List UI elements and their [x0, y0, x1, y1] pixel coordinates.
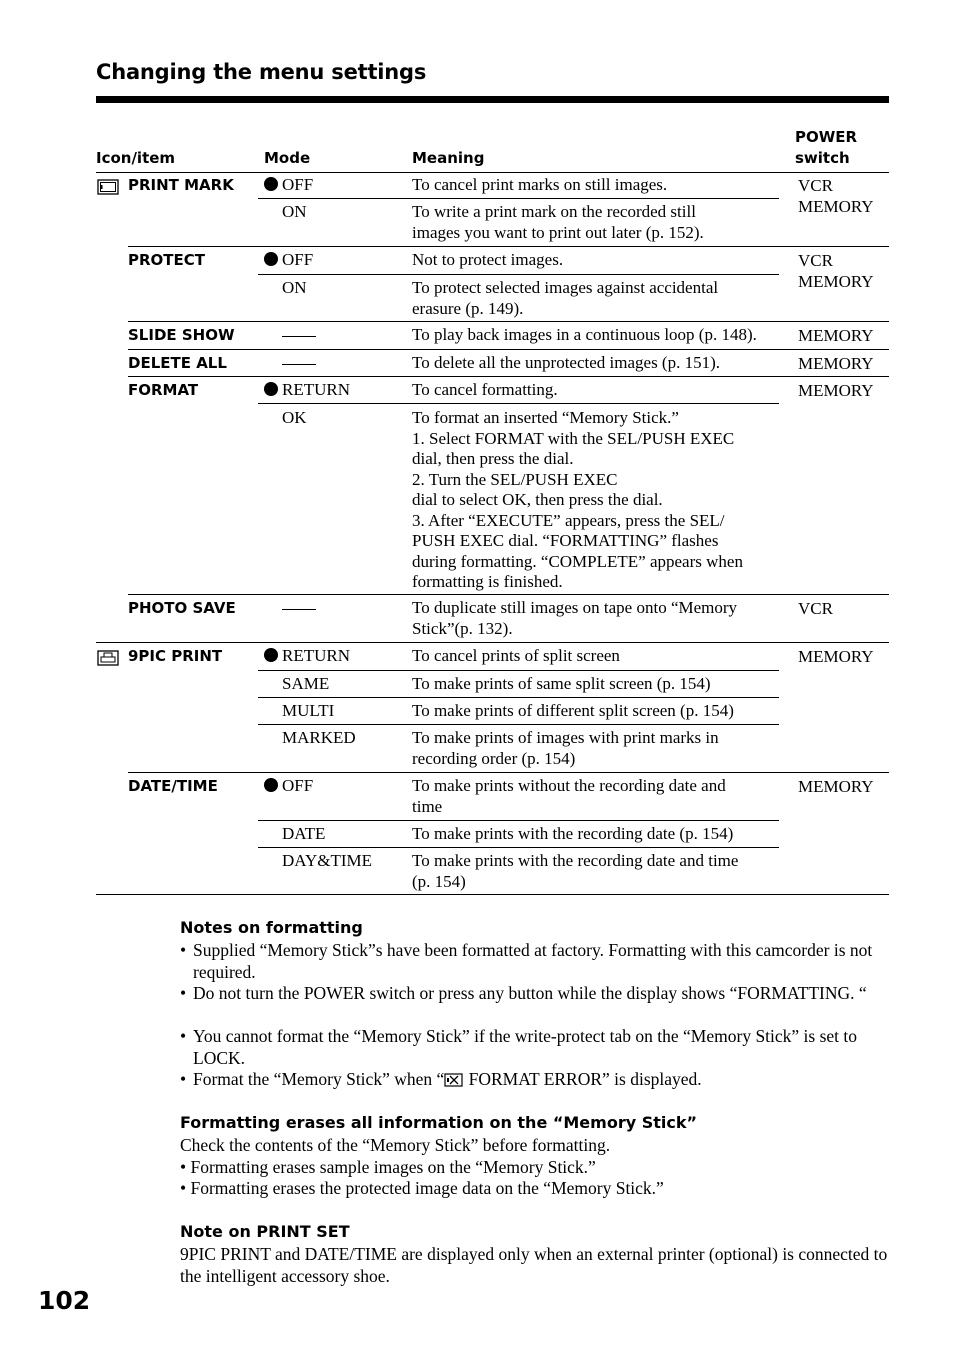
table-bottom-rule: [96, 894, 889, 895]
mode-value: ON: [282, 278, 307, 297]
meaning-text: To make prints of images with print marks in recording order (p. 154): [412, 728, 719, 768]
list-item: • Formatting erases sample images on the “Memory Stick.”: [180, 1157, 596, 1177]
meaning-text: To format an inserted “Memory Stick.” 1. Select FORMAT with the SEL/PUSH EXEC dial, then press the dial. 2. Turn the SEL/PUSH EXEC dial to select OK, then press the dial. 3. After “EXECUTE” appears, press the SEL/ PUSH EXEC dial. “FORMATTING” flashes during formatting. “COMPLETE” appears when formatting is finished.: [412, 408, 743, 591]
erase-warning-heading: Formatting erases all information on the “Memory Stick”: [180, 1113, 697, 1132]
mode-value-wrap: [264, 250, 313, 270]
mode-value-wrap: [282, 851, 372, 871]
mode-value: ON: [282, 202, 307, 221]
menu-item-label: DATE/TIME: [128, 777, 218, 795]
page-number: 102: [38, 1286, 91, 1315]
mode-dash: [282, 336, 316, 337]
list-item: • Format the “Memory Stick” when “ FORMAT ERROR” is displayed.: [180, 1069, 702, 1089]
meaning-text: To make prints of different split screen (p. 154): [412, 701, 734, 720]
meaning-text: To make prints with the recording date (p. 154): [412, 824, 734, 843]
power-switch-value: VCR MEMORY: [798, 251, 874, 291]
menu-item-label: PROTECT: [128, 251, 206, 269]
notes-formatting-heading: Notes on formatting: [180, 918, 363, 937]
row-divider: [258, 724, 779, 725]
meaning-text: To make prints with the recording date and time (p. 154): [412, 851, 739, 891]
list-item: • Supplied “Memory Stick”s have been formatted at factory. Formatting with this camcorder is not required.: [180, 940, 873, 982]
row-divider: [128, 376, 889, 377]
mode-value: OK: [282, 408, 307, 427]
mode-value: SAME: [282, 674, 330, 693]
menu-item-label: DELETE ALL: [128, 354, 227, 372]
row-divider: [128, 246, 889, 247]
mode-value-wrap: [282, 728, 356, 748]
power-switch-value: MEMORY: [798, 647, 874, 666]
mode-value: [282, 353, 284, 373]
erase-warning-text: Check the contents of the “Memory Stick” before formatting.: [180, 1135, 611, 1155]
row-divider: [128, 321, 889, 322]
header-meaning: Meaning: [412, 149, 485, 167]
row-divider: [128, 349, 889, 350]
meaning-text: To play back images in a continuous loop (p. 148).: [412, 325, 757, 344]
list-item: • Do not turn the POWER switch or press any button while the display shows “FORMATTING. “: [180, 983, 867, 1003]
mode-value-wrap: [264, 380, 350, 400]
mode-value: [282, 598, 284, 618]
meaning-text: To cancel prints of split screen: [412, 646, 620, 665]
mode-value-wrap: [282, 824, 325, 844]
mode-value-wrap: [282, 674, 329, 694]
meaning-text: To write a print mark on the recorded still images you want to print out later (p. 152).: [412, 202, 704, 242]
print-set-text: 9PIC PRINT and DATE/TIME are displayed only when an external printer (optional) is connected to the intelligent accessory shoe.: [180, 1244, 888, 1286]
row-divider: [258, 697, 779, 698]
default-setting-dot-icon: [264, 648, 278, 662]
printer-icon: [97, 650, 119, 666]
mode-value: RETURN: [282, 646, 350, 665]
row-divider: [128, 772, 889, 773]
format-error-icon: [444, 1073, 464, 1087]
mode-value: [282, 325, 284, 345]
memory-stick-icon: [97, 179, 119, 195]
meaning-text: To cancel formatting.: [412, 380, 558, 399]
mode-value-wrap: [264, 175, 313, 195]
default-setting-dot-icon: [264, 252, 278, 266]
menu-item-label: SLIDE SHOW: [128, 326, 235, 344]
row-divider: [258, 198, 779, 199]
section-title: Changing the menu settings: [96, 60, 427, 84]
menu-item-label: PRINT MARK: [128, 176, 234, 194]
mode-value-wrap: [282, 278, 307, 298]
menu-item-label: PHOTO SAVE: [128, 599, 236, 617]
power-switch-value: VCR: [798, 599, 833, 618]
mode-value-wrap: [264, 776, 313, 796]
list-item: • Formatting erases the protected image data on the “Memory Stick.”: [180, 1178, 664, 1198]
default-setting-dot-icon: [264, 177, 278, 191]
menu-item-label: FORMAT: [128, 381, 199, 399]
power-switch-value: MEMORY: [798, 354, 874, 373]
row-divider: [96, 642, 889, 643]
header-power-line1: POWER: [795, 128, 858, 146]
power-switch-value: MEMORY: [798, 326, 874, 345]
row-divider: [258, 274, 779, 275]
mode-value: OFF: [282, 776, 314, 795]
power-switch-value: MEMORY: [798, 381, 874, 400]
print-set-heading: Note on PRINT SET: [180, 1222, 350, 1241]
mode-dash: [282, 364, 316, 365]
mode-value-wrap: [282, 408, 307, 428]
meaning-text: To delete all the unprotected images (p. 151).: [412, 353, 721, 372]
power-switch-value: MEMORY: [798, 777, 874, 796]
mode-value: OFF: [282, 250, 314, 269]
header-icon-item: Icon/item: [96, 149, 176, 167]
meaning-text: To make prints without the recording date and time: [412, 776, 726, 816]
mode-value: DATE: [282, 824, 326, 843]
menu-item-label: 9PIC PRINT: [128, 647, 223, 665]
row-divider: [258, 670, 779, 671]
meaning-text: To protect selected images against accidental erasure (p. 149).: [412, 278, 719, 318]
mode-value-wrap: [282, 701, 334, 721]
mode-value-wrap: [264, 646, 350, 666]
row-divider: [258, 820, 779, 821]
mode-value: DAY&TIME: [282, 851, 373, 870]
mode-value: RETURN: [282, 380, 350, 399]
meaning-text: To duplicate still images on tape onto “Memory Stick”(p. 132).: [412, 598, 738, 638]
mode-value: MULTI: [282, 701, 335, 720]
title-rule: [96, 96, 889, 103]
mode-value-wrap: [282, 202, 307, 222]
meaning-text: To cancel print marks on still images.: [412, 175, 668, 194]
row-divider: [258, 403, 779, 404]
header-power-line2: switch: [795, 149, 850, 167]
header-mode: Mode: [264, 149, 311, 167]
meaning-text: Not to protect images.: [412, 250, 564, 269]
table-header-rule: [96, 172, 889, 173]
meaning-text: To make prints of same split screen (p. 154): [412, 674, 711, 693]
mode-value: MARKED: [282, 728, 356, 747]
default-setting-dot-icon: [264, 778, 278, 792]
default-setting-dot-icon: [264, 382, 278, 396]
row-divider: [128, 594, 889, 595]
mode-dash: [282, 609, 316, 610]
row-divider: [258, 847, 779, 848]
power-switch-value: VCR MEMORY: [798, 176, 874, 216]
list-item: • You cannot format the “Memory Stick” if the write-protect tab on the “Memory Stick” is set to LOCK.: [180, 1026, 858, 1068]
mode-value: OFF: [282, 175, 314, 194]
